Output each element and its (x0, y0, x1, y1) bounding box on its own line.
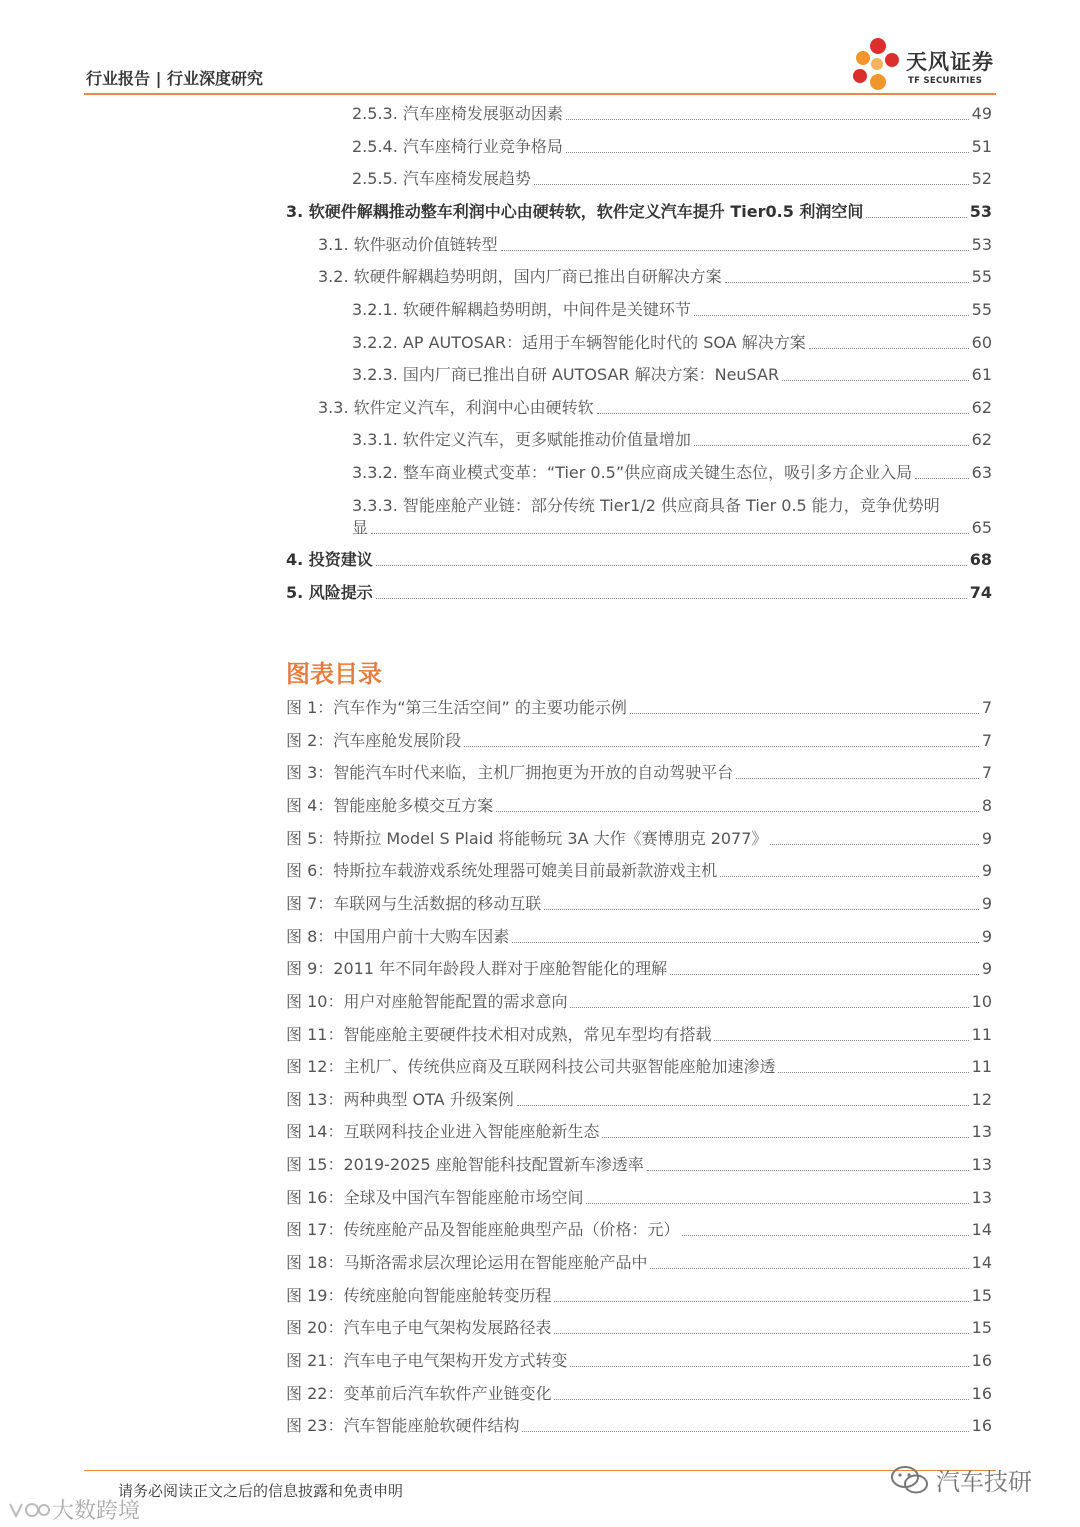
disclaimer-text: 请务必阅读正文之后的信息披露和免责申明 (118, 1482, 404, 1500)
footer-divider (84, 1470, 996, 1471)
toc-item[interactable]: 2.5.3. 汽车座椅发展驱动因素 49 (352, 104, 992, 123)
toc-chapter[interactable]: 5. 风险提示 74 (286, 583, 992, 602)
figure-list-item[interactable]: 图 17：传统座舱产品及智能座舱典型产品（价格：元） 14 (286, 1220, 992, 1239)
figure-list-item[interactable]: 图 20：汽车电子电气架构发展路径表 15 (286, 1318, 992, 1337)
toc-item[interactable]: 2.5.5. 汽车座椅发展趋势 52 (352, 169, 992, 188)
figure-list-item[interactable]: 图 7：车联网与生活数据的移动互联 9 (286, 894, 992, 913)
toc-item-wrapped[interactable]: 3.3.3. 智能座舱产业链：部分传统 Tier1/2 供应商具备 Tier 0.5 能力，竞争优势明 (352, 496, 940, 515)
toc-chapter[interactable]: 4. 投资建议 68 (286, 550, 992, 569)
toc-item[interactable]: 2.5.4. 汽车座椅行业竞争格局 51 (352, 137, 992, 156)
toc-item[interactable]: 3.2.3. 国内厂商已推出自研 AUTOSAR 解决方案：NeuSAR 61 (352, 365, 992, 384)
logo-english-text: TF SECURITIES (908, 76, 983, 86)
toc-item[interactable]: 3.3. 软件定义汽车，利润中心由硬转软 62 (318, 398, 992, 417)
toc-chapter[interactable]: 3. 软硬件解耦推动整车利润中心由硬转软，软件定义汽车提升 Tier0.5 利润空间 53 (286, 202, 992, 221)
figure-list-item[interactable]: 图 16：全球及中国汽车智能座舱市场空间 13 (286, 1188, 992, 1207)
figure-list-item[interactable]: 图 10：用户对座舱智能配置的需求意向 10 (286, 992, 992, 1011)
figure-list-item[interactable]: 图 3：智能汽车时代来临，主机厂拥抱更为开放的自动驾驶平台 7 (286, 763, 992, 782)
flower-logo-icon (848, 36, 904, 94)
toc-item[interactable]: 3.2.1. 软硬件解耦趋势明朗，中间件是关键环节 55 (352, 300, 992, 319)
toc-item[interactable]: 3.2. 软硬件解耦趋势明朗，国内厂商已推出自研解决方案 55 (318, 267, 992, 286)
figure-list-item[interactable]: 图 18：马斯洛需求层次理论运用在智能座舱产品中 14 (286, 1253, 992, 1272)
header-divider (84, 93, 996, 95)
logo-chinese-text: 天风证券 (906, 50, 994, 74)
toc-item[interactable]: 3.2.2. AP AUTOSAR：适用于车辆智能化时代的 SOA 解决方案 60 (352, 333, 992, 352)
figure-list-item[interactable]: 图 21：汽车电子电气架构开发方式转变 16 (286, 1351, 992, 1370)
figure-list-item[interactable]: 图 5：特斯拉 Model S Plaid 将能畅玩 3A 大作《赛博朋克 2077》 9 (286, 829, 992, 848)
figure-list-item[interactable]: 图 22：变革前后汽车软件产业链变化 16 (286, 1384, 992, 1403)
toc-item[interactable]: 3.3.1. 软件定义汽车，更多赋能推动价值量增加 62 (352, 430, 992, 449)
toc-item-wrapped-cont[interactable]: 显 65 (352, 518, 992, 537)
figure-list-item[interactable]: 图 1：汽车作为“第三生活空间” 的主要功能示例 7 (286, 698, 992, 717)
figure-list-item[interactable]: 图 13：两种典型 OTA 升级案例 12 (286, 1090, 992, 1109)
figure-list-item[interactable]: 图 4：智能座舱多模交互方案 8 (286, 796, 992, 815)
figure-list-item[interactable]: 图 19：传统座舱向智能座舱转变历程 15 (286, 1286, 992, 1305)
corner-watermark: 大数跨境 (6, 1494, 140, 1525)
figure-list-item[interactable]: 图 12：主机厂、传统供应商及互联网科技公司共驱智能座舱加速渗透 11 (286, 1057, 992, 1076)
figure-list-item[interactable]: 图 2：汽车座舱发展阶段 7 (286, 731, 992, 750)
figure-list-item[interactable]: 图 23：汽车智能座舱软硬件结构 16 (286, 1416, 992, 1435)
figure-list-item[interactable]: 图 11：智能座舱主要硬件技术相对成熟，常见车型均有搭载 11 (286, 1025, 992, 1044)
figures-section-title: 图表目录 (286, 660, 382, 688)
watermark-logo-icon (6, 1498, 50, 1522)
figure-list-item[interactable]: 图 14：互联网科技企业进入智能座舱新生态 13 (286, 1122, 992, 1141)
wechat-icon (890, 1464, 930, 1496)
figure-list-item[interactable]: 图 15：2019-2025 座舱智能科技配置新车渗透率 13 (286, 1155, 992, 1174)
figure-list-item[interactable]: 图 6：特斯拉车载游戏系统处理器可媲美目前最新款游戏主机 9 (286, 861, 992, 880)
figure-list-item[interactable]: 图 9：2011 年不同年龄段人群对于座舱智能化的理解 9 (286, 959, 992, 978)
report-category: 行业报告 | 行业深度研究 (86, 69, 263, 88)
company-logo (848, 36, 1008, 96)
toc-item[interactable]: 3.1. 软件驱动价值链转型 53 (318, 235, 992, 254)
figure-list-item[interactable]: 图 8：中国用户前十大购车因素 9 (286, 927, 992, 946)
wechat-watermark: 汽车技研 (890, 1462, 1032, 1497)
toc-item[interactable]: 3.3.2. 整车商业模式变革：“Tier 0.5”供应商成关键生态位，吸引多方企业入局 63 (352, 463, 992, 482)
